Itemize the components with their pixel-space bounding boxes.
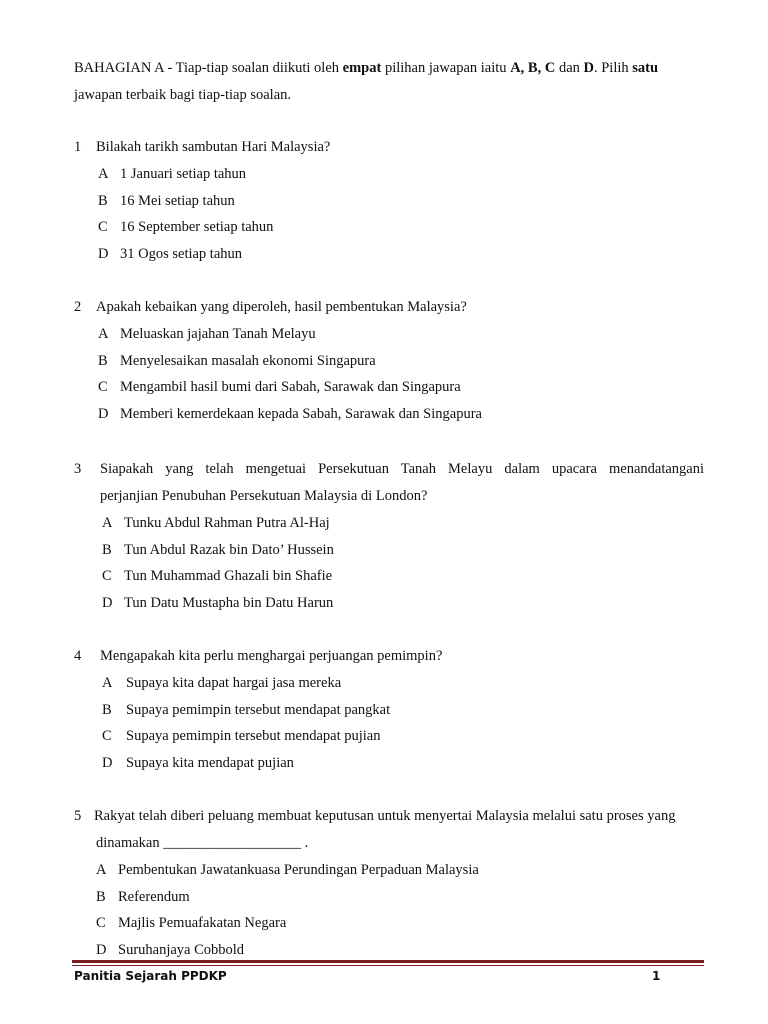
option-text: Tun Datu Mustapha bin Datu Harun bbox=[124, 595, 334, 612]
option-letter: A bbox=[98, 166, 109, 182]
option-text: Supaya pemimpin tersebut mendapat pujian bbox=[126, 728, 381, 745]
option-letter: C bbox=[98, 219, 108, 236]
option-b[interactable] bbox=[74, 697, 704, 724]
question-text: Bilakah tarikh sambutan Hari Malaysia? bbox=[96, 139, 331, 155]
option-d[interactable] bbox=[74, 590, 704, 617]
option-text: Tun Muhammad Ghazali bin Shafie bbox=[124, 568, 333, 585]
question-2 bbox=[74, 294, 704, 428]
question-number: 5 bbox=[74, 808, 82, 824]
question-text: Rakyat telah diberi peluang membuat keputusan untuk menyertai Malaysia melalui satu proses yang bbox=[94, 808, 676, 824]
option-text: Memberi kemerdekaan kepada Sabah, Sarawak dan Singapura bbox=[120, 406, 482, 423]
option-b[interactable] bbox=[74, 884, 704, 911]
section-instruction bbox=[74, 55, 704, 109]
option-text: 16 September setiap tahun bbox=[120, 219, 274, 236]
question-text: Apakah kebaikan yang diperoleh, hasil pembentukan Malaysia? bbox=[96, 299, 467, 315]
option-text: Meluaskan jajahan Tanah Melayu bbox=[120, 326, 316, 342]
option-d[interactable] bbox=[74, 241, 704, 268]
option-text: Supaya pemimpin tersebut mendapat pangkat bbox=[126, 701, 391, 718]
question-3 bbox=[74, 456, 704, 617]
question-text-continued: dinamakan ___________________ . bbox=[96, 835, 309, 851]
instruction-text: pilihan jawapan iaitu bbox=[381, 60, 511, 76]
option-text: Menyelesaikan masalah ekonomi Singapura bbox=[120, 352, 376, 369]
option-letter: B bbox=[102, 541, 112, 558]
option-text: 16 Mei setiap tahun bbox=[120, 192, 235, 209]
option-letter: A bbox=[102, 675, 113, 691]
option-text: Pembentukan Jawatankuasa Perundingan Perpaduan Malaysia bbox=[118, 862, 479, 878]
question-text: Mengapakah kita perlu menghargai perjuangan pemimpin? bbox=[100, 648, 443, 664]
option-text: Supaya kita dapat hargai jasa mereka bbox=[126, 675, 342, 691]
page-number: 1 bbox=[652, 969, 661, 983]
instruction-text: BAHAGIAN A - Tiap-tiap soalan diikuti oleh bbox=[74, 60, 343, 76]
instruction-emphasis: satu bbox=[632, 60, 659, 76]
instruction-emphasis: D bbox=[583, 60, 594, 76]
option-b[interactable] bbox=[74, 537, 704, 564]
option-b[interactable] bbox=[74, 348, 704, 375]
question-1 bbox=[74, 134, 704, 268]
footer-label: Panitia Sejarah PPDKP bbox=[74, 969, 227, 983]
option-text: Referendum bbox=[118, 888, 190, 905]
option-letter: B bbox=[98, 352, 108, 369]
option-letter: A bbox=[96, 862, 107, 878]
option-b[interactable] bbox=[74, 188, 704, 215]
option-letter: B bbox=[102, 701, 112, 718]
option-letter: B bbox=[98, 192, 108, 209]
option-text: Mengambil hasil bumi dari Sabah, Sarawak dan Singapura bbox=[120, 379, 461, 396]
option-a[interactable] bbox=[74, 670, 704, 697]
option-a[interactable] bbox=[74, 161, 704, 188]
footer-rule-thick bbox=[72, 960, 704, 963]
question-text-continued: perjanjian Penubuhan Persekutuan Malaysia di London? bbox=[100, 488, 428, 504]
instruction-emphasis: empat bbox=[342, 60, 382, 76]
option-letter: C bbox=[98, 379, 108, 396]
question-4 bbox=[74, 643, 704, 777]
option-text: Supaya kita mendapat pujian bbox=[126, 755, 294, 772]
option-letter: C bbox=[96, 915, 106, 932]
option-letter: C bbox=[102, 568, 112, 585]
option-letter: D bbox=[102, 595, 113, 612]
option-text: Majlis Pemuafakatan Negara bbox=[118, 915, 287, 932]
option-a[interactable] bbox=[74, 510, 704, 537]
option-text: Suruhanjaya Cobbold bbox=[118, 942, 245, 959]
question-5 bbox=[74, 803, 704, 964]
instruction-emphasis: A, B, C bbox=[510, 60, 556, 76]
option-d[interactable] bbox=[74, 750, 704, 777]
option-c[interactable] bbox=[74, 374, 704, 401]
option-text: 31 Ogos setiap tahun bbox=[120, 246, 243, 263]
question-number: 2 bbox=[74, 299, 82, 315]
option-c[interactable] bbox=[74, 214, 704, 241]
option-letter: D bbox=[98, 406, 109, 423]
question-text: Siapakah yang telah mengetuai Persekutuan Tanah Melayu dalam upacara menandatangani bbox=[100, 461, 704, 477]
option-text: 1 Januari setiap tahun bbox=[120, 166, 247, 182]
option-c[interactable] bbox=[74, 723, 704, 750]
option-d[interactable] bbox=[74, 401, 704, 428]
question-number: 4 bbox=[74, 648, 82, 664]
option-letter: D bbox=[98, 246, 109, 263]
instruction-text: jawapan terbaik bagi tiap-tiap soalan. bbox=[74, 87, 292, 103]
option-a[interactable] bbox=[74, 321, 704, 348]
instruction-text: . Pilih bbox=[593, 60, 633, 76]
option-a[interactable] bbox=[74, 857, 704, 884]
option-letter: C bbox=[102, 728, 112, 745]
option-letter: A bbox=[98, 326, 109, 342]
option-letter: A bbox=[102, 515, 113, 531]
question-number: 3 bbox=[74, 461, 82, 477]
option-c[interactable] bbox=[74, 910, 704, 937]
question-number: 1 bbox=[74, 139, 82, 155]
option-text: Tunku Abdul Rahman Putra Al-Haj bbox=[124, 515, 330, 531]
footer-rule-thin bbox=[72, 965, 704, 966]
instruction-text: dan bbox=[555, 60, 584, 76]
option-text: Tun Abdul Razak bin Dato’ Hussein bbox=[124, 541, 334, 558]
option-c[interactable] bbox=[74, 563, 704, 590]
option-letter: D bbox=[96, 942, 107, 959]
option-letter: D bbox=[102, 755, 113, 772]
option-letter: B bbox=[96, 888, 106, 905]
